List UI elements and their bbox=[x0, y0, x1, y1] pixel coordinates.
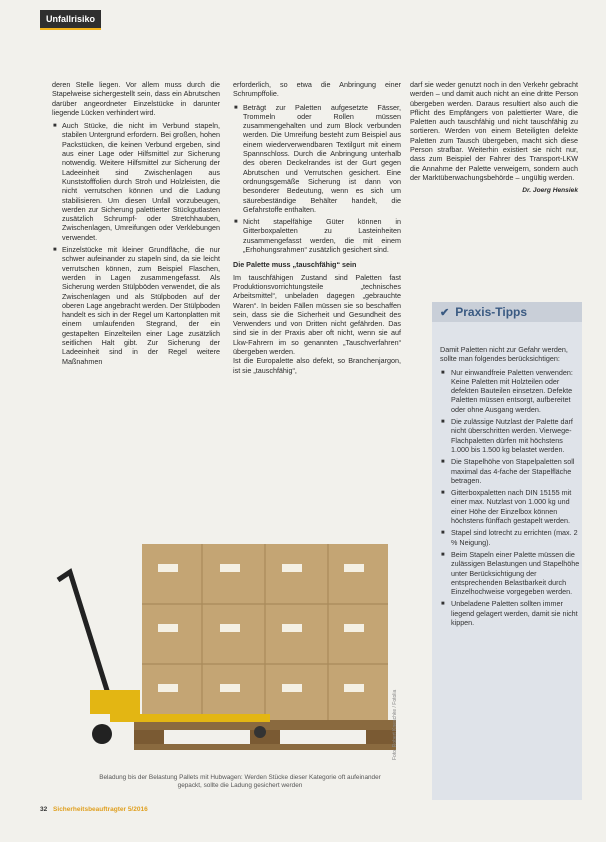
section-label: Unfallrisiko bbox=[40, 10, 101, 30]
paragraph: deren Stelle liegen. Vor allem muss durch die Stapelweise sichergestellt sein, dass ein Abrutschen darüber angeordneter Einzelstücke in darunter liegende Lücken verhindert wird. bbox=[52, 80, 220, 117]
publication-name: Sicherheitsbeauftragter 5/2016 bbox=[53, 806, 148, 813]
tip-item: ■ Unbeladene Paletten sollten immer liegend gelagert werden, damit sie nicht kippen. bbox=[451, 599, 580, 627]
checkmark-icon: ✔ bbox=[440, 306, 450, 319]
tip-item: ■ Gitterboxpaletten nach DIN 15155 mit einer max. Nutzlast von 1.000 kg und einer Höhe der Einzelbox können höchstens fünffach gestapelt werden. bbox=[451, 488, 580, 525]
author-name: Dr. Joerg Hensiek bbox=[522, 187, 578, 195]
photo-credit: Foto: Robert Kneschke / Fotolia bbox=[392, 689, 398, 760]
paragraph: Im tauschfähigen Zustand sind Paletten fast Produktionsvorrichtungsteile „technisches Arbeitsmittel“, unbeladen dagegen „gebrauchte Waren“. In beiden Fällen müssen sie so beschaffen sein, dass sie die Sicherheit und Gesundheit des Verwenders und von Dritten nicht gefährden. Das sind sie in der Praxis aber oft nicht, wenn sie auf Lkw-Fahrern im so genannten „Tauschverfahren“ übergeben werden. Ist die Europalette also defekt, so Branchenjargon, ist sie „tauschfähig“, bbox=[233, 272, 401, 375]
column-2 bbox=[233, 80, 401, 379]
tips-list bbox=[440, 368, 580, 628]
tip-item: ■ Die Stapelhöhe von Stapelpaletten soll maximal das 4-fache der Stapelfläche betragen. bbox=[451, 457, 580, 485]
image-caption: Beladung bis der Belastung Pallets mit Hubwagen: Werden Stücke dieser Kategorie oft aufeinander gepackt, sollte die Ladung gesichert werden bbox=[99, 774, 381, 790]
list-item: ■ Einzelstücke mit kleiner Grundfläche, die nur schwer aufeinander zu stapeln sind, da sie leicht verrutschen können, zum Beispiel Flaschen, werden in Lagen zusammengefasst. Als Sicherung werden Stülpböden verwendet, die als Zwischenlagen und als Stülpboden auf der oberen Lage angebracht werden. Der Stülpboden handelt es sich in der Regel um Kartonplatten mit einem umlaufenden Stegrand, der ein gestapelten Einzelteilen einer Lage zusätzlich seitlichen Halt gibt. Zur Sicherung der Ladeeinheit sind in der Regel weitere Maßnahmen bbox=[62, 245, 220, 366]
tips-header bbox=[432, 302, 582, 322]
bullet-list bbox=[52, 121, 220, 366]
subheading: Die Palette muss „tauschfähig“ sein bbox=[233, 260, 357, 270]
page-number: 32 bbox=[40, 806, 48, 813]
paragraph: darf sie weder genutzt noch in den Verkehr gebracht werden – und damit auch nicht an eine dritte Person übergeben werden. Daraus resultiert also auch die Pflicht des Empfängers von palettierter Ware, die Paletten auch tauschfähig und nicht tauschfähig zu sortieren. Werden von einem Beteiligten defekte Paletten zum Tausch übergeben, macht sich diese Person strafbar. Weiterhin existiert sie nicht nur, dass zum Beispiel der Fahrer des Transport-LKW die Annahme der Palette verweigern, sondern auch der Marktüberwachungsbehörde – ungültig werden. bbox=[410, 80, 578, 182]
tip-item: ■ Stapel sind lotrecht zu errichten (max. 2 % Neigung). bbox=[451, 528, 580, 547]
list-item: ■ Beträgt zur Paletten aufgesetzte Fässer, Trommeln oder Rollen müssen zusammengehalten und zum Block verbunden werden. Die Umreifung besteht zum Beispiel aus einem wiederverwendbaren Textilgurt mit einem Spannschloss. Durch die Anbringung unterhalb des oberen Deckelrandes ist der Gurt gegen Abrutschen und Verrutschen gesichert. Eine ordnungsgemäße Sicherung ist dann von besonderer Bedeutung, wenn es sich um säurebeständige Behälter handelt, die Gefahrstoffe enthalten. bbox=[243, 103, 401, 215]
tips-title: Praxis-Tipps bbox=[455, 305, 528, 319]
column-3 bbox=[410, 80, 578, 196]
bullet-list bbox=[233, 103, 401, 255]
tip-item: ■ Die zulässige Nutzlast der Palette darf nicht überschritten werden. Vierwege-Flachpaletten dürfen mit höchstens 1.000 bis 1.500 kg belastet werden. bbox=[451, 417, 580, 454]
pallet-photo bbox=[50, 520, 408, 780]
column-1 bbox=[52, 80, 220, 369]
tip-item: ■ Beim Stapeln einer Palette müssen die zulässigen Belastungen und Stapelhöhe unter Berücksichtigung der entsprechenden Belastbarkeit durch Einzelhochweise vorgegeben werden. bbox=[451, 550, 580, 596]
tips-intro: Damit Paletten nicht zur Gefahr werden, sollte man folgendes berücksichtigen: bbox=[440, 345, 568, 364]
paragraph: erforderlich, so etwa die Anbringung einer Schrumpffolie. bbox=[233, 80, 401, 99]
page-footer bbox=[40, 806, 148, 813]
tips-content bbox=[440, 345, 580, 630]
tip-item: ■ Nur einwandfreie Paletten verwenden: Keine Paletten mit Holzteilen oder defekten Bauteilen einsetzen. Defekte Paletten müssen entsorgt, aufbereitet oder ohne Ausgang werden. bbox=[451, 368, 580, 414]
list-item: ■ Nicht stapelfähige Güter können in Gitterboxpaletten zu Lasteinheiten zusammengefasst werden, die mit einem „Erhohungsrahmen“ zusätzlich gesichert sind. bbox=[243, 217, 401, 254]
list-item: ■ Auch Stücke, die nicht im Verbund stapeln, stabilen Untergrund erfordern. Bei großen, hohen Packstücken, die keinen Verbund ergeben, sind aus einer Lage oder Hilfsmittel zur Sicherung notwendig. Weitere Hilfsmittel zur Sicherung der Ladeeinheit sind Zwischenlagen aus Kunststofffolien durch Stroh und Holzleisten, die nicht verrutschen können und die Ladung stabilisieren. Um diesen Unfall vorzubeugen, werden zur Sicherung palettierter Stückgutlasten zusätzlich Schrumpf- oder Stretchhauben, Zwischenlagen, Umreifungen oder Verklebungen verwendet. bbox=[62, 121, 220, 242]
cardboard-boxes bbox=[142, 544, 388, 720]
